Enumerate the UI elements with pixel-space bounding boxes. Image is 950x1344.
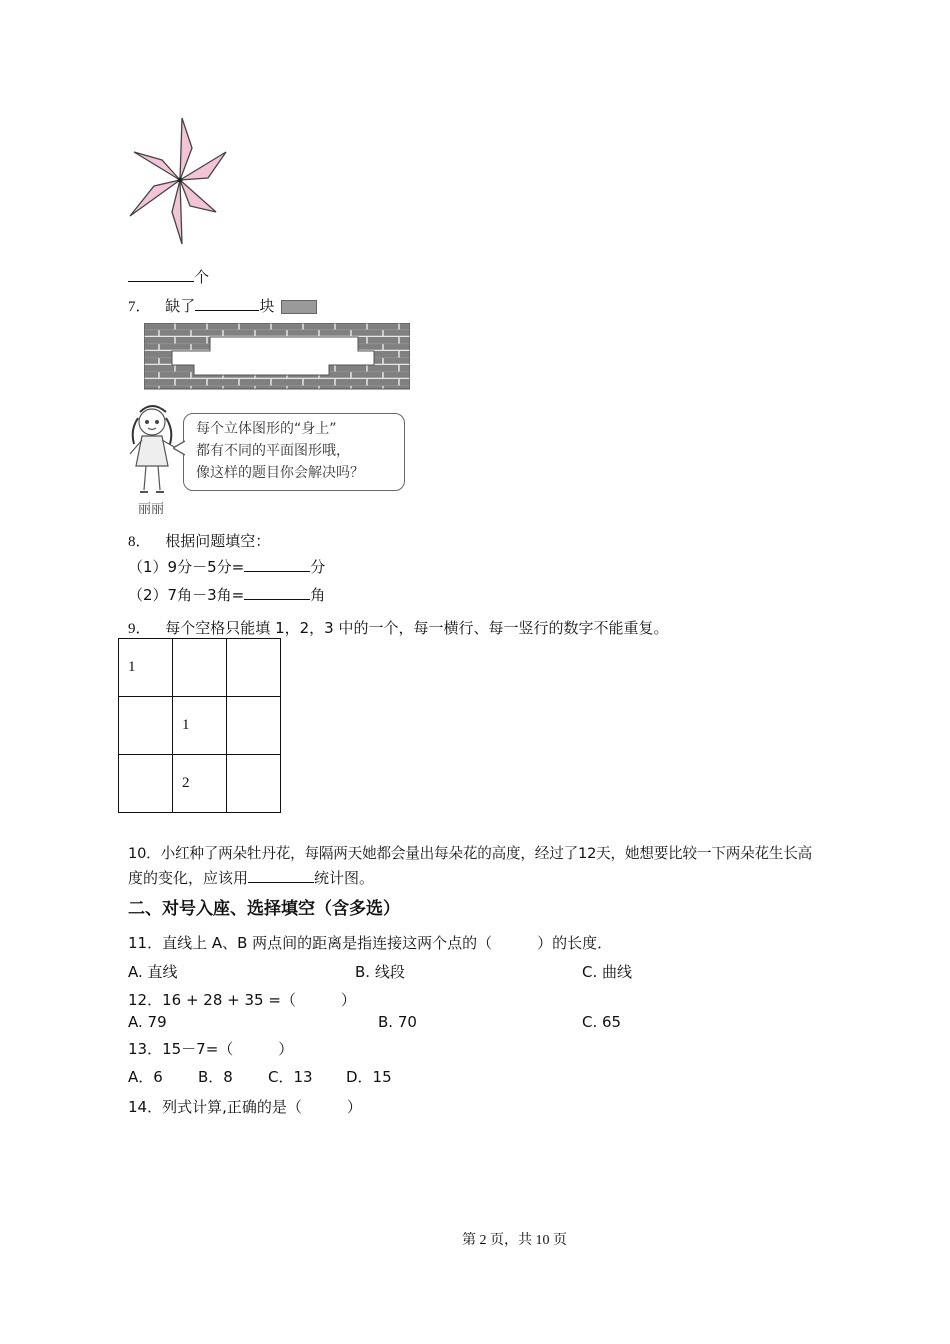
question-number: 7．	[128, 299, 151, 315]
question-text: 度的变化，应该用	[128, 869, 249, 887]
option-c[interactable]: C．13	[268, 1068, 313, 1086]
question-7	[128, 295, 317, 316]
question-12: 12．16 + 28 + 35 =（ ）	[128, 991, 356, 1009]
grid-cell[interactable]	[227, 639, 281, 697]
answer-blank[interactable]	[248, 868, 314, 883]
option-a[interactable]: A. 79	[128, 1013, 167, 1031]
option-c[interactable]: C. 曲线	[582, 963, 633, 981]
speech-line: 每个立体图形的“身上”	[196, 421, 337, 437]
girl-name-label: 丽丽	[138, 502, 165, 517]
question-text: 根据问题填空：	[165, 532, 271, 550]
grid-cell[interactable]: 1	[173, 697, 227, 755]
answer-blank[interactable]	[244, 557, 310, 572]
grid-cell[interactable]	[173, 639, 227, 697]
answer-blank[interactable]	[128, 267, 194, 282]
question-text: 每个空格只能填 1，2，3 中的一个，每一横行、每一竖行的数字不能重复。	[165, 619, 669, 637]
pinwheel-figure	[126, 112, 238, 256]
grid-cell[interactable]: 2	[173, 755, 227, 813]
question-13: 13．15－7=（ ）	[128, 1040, 294, 1058]
brick-wall-figure	[144, 323, 410, 397]
section-title: 二、对号入座、选择填空（含多选）	[128, 899, 400, 919]
option-a[interactable]: A．6	[128, 1068, 163, 1086]
grid-row	[119, 639, 281, 697]
grid-row	[119, 755, 281, 813]
brick-icon	[281, 300, 317, 314]
q6-suffix: 个	[194, 268, 210, 286]
sub-question-text: （1）9分－5分=	[128, 558, 245, 576]
grid-cell[interactable]	[227, 755, 281, 813]
q6-answer-line	[128, 266, 209, 287]
speech-bubble	[183, 413, 405, 491]
question-11: 11．直线上 A、B 两点间的距离是指连接这两个点的（ ）的长度．	[128, 934, 613, 952]
option-b[interactable]: B．8	[198, 1068, 233, 1086]
speech-line: 都有不同的平面图形哦，	[196, 443, 350, 459]
question-text-suffix: 统计图。	[314, 869, 375, 887]
question-8-part-2	[128, 584, 325, 605]
option-b[interactable]: B. 70	[378, 1013, 417, 1031]
unit-label: 角	[310, 586, 326, 604]
number-grid	[118, 638, 281, 813]
option-b[interactable]: B. 线段	[355, 963, 405, 981]
question-number: 8．	[128, 534, 151, 550]
option-d[interactable]: D．15	[346, 1068, 392, 1086]
question-number: 9．	[128, 621, 151, 637]
grid-row	[119, 697, 281, 755]
question-9	[128, 617, 668, 638]
grid-cell[interactable]: 1	[119, 639, 173, 697]
page-footer: 第 2 页，共 10 页	[462, 1233, 567, 1248]
question-text: 缺了	[165, 297, 196, 315]
grid-cell[interactable]	[227, 697, 281, 755]
grid-cell[interactable]	[119, 697, 173, 755]
grid-cell[interactable]	[119, 755, 173, 813]
question-8	[128, 530, 270, 551]
question-10-line-2	[128, 867, 374, 888]
option-a[interactable]: A. 直线	[128, 963, 178, 981]
question-10-line-1: 10．小红种了两朵牡丹花，每隔两天她都会量出每朵花的高度，经过了12天，她想要比较一下两朵花生长高	[128, 845, 813, 862]
question-14: 14．列式计算,正确的是（ ）	[128, 1098, 362, 1116]
question-8-part-1	[128, 556, 325, 577]
option-c[interactable]: C. 65	[582, 1013, 622, 1031]
unit-label: 分	[310, 558, 326, 576]
speech-line: 像这样的题目你会解决吗？	[196, 465, 364, 481]
answer-blank[interactable]	[195, 296, 259, 311]
answer-blank[interactable]	[244, 585, 310, 600]
sub-question-text: （2）7角－3角=	[128, 586, 245, 604]
question-text-suffix: 块	[259, 297, 275, 315]
